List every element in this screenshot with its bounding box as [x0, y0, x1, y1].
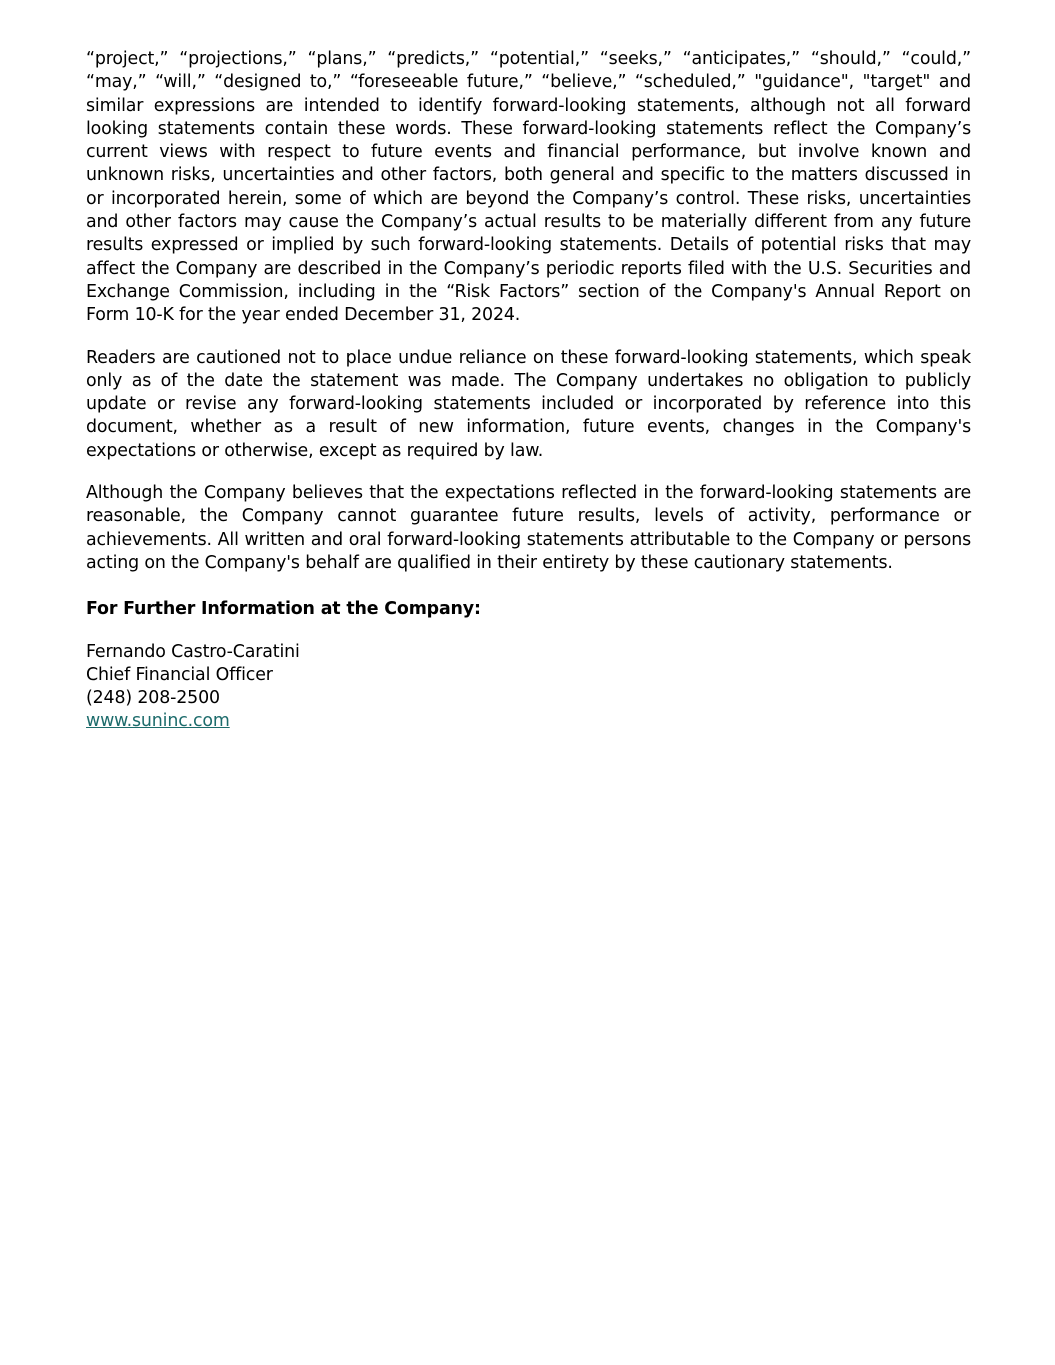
contact-phone: (248) 208-2500	[86, 688, 220, 709]
document-page	[86, 48, 971, 734]
contact-heading: For Further Information at the Company:	[86, 599, 481, 620]
contact-block	[86, 641, 971, 734]
contact-title: Chief Financial Officer	[86, 664, 273, 685]
forward-looking-paragraph-3: Although the Company believes that the expectations reflected in the forward-looking statements are reasonable, the Company cannot guarantee future results, levels of activity, performance or achievements. All written and oral forward-looking statements attributable to the Company or persons acting on the Company's behalf are qualified in their entirety by these cautionary statements.	[86, 483, 971, 573]
website-link[interactable]: www.suninc.com	[86, 711, 230, 732]
forward-looking-paragraph-1: “project,” “projections,” “plans,” “predicts,” “potential,” “seeks,” “anticipates,” “should,” “could,” “may,” “will,” “designed to,” “foreseeable future,” “believe,” “scheduled,” "guidance", "target" and similar expressions are intended to identify forward-looking statements, although not all forward looking statements contain these words. These forward-looking statements reflect the Company’s current views with respect to future events and financial performance, but involve known and unknown risks, uncertainties and other factors, both general and specific to the matters discussed in or incorporated herein, some of which are beyond the Company’s control. These risks, uncertainties and other factors may cause the Company’s actual results to be materially different from any future results expressed or implied by such forward-looking statements. Details of potential risks that may affect the Company are described in the Company’s periodic reports filed with the U.S. Securities and Exchange Commission, including in the “Risk Factors” section of the Company's Annual Report on Form 10-K for the year ended December 31, 2024.	[86, 49, 971, 326]
contact-name: Fernando Castro-Caratini	[86, 641, 300, 662]
forward-looking-paragraph-2: Readers are cautioned not to place undue reliance on these forward-looking statements, which speak only as of the date the statement was made. The Company undertakes no obligation to publicly update or revise any forward-looking statements included or incorporated by reference into this document, whether as a result of new information, future events, changes in the Company's expectations or otherwise, except as required by law.	[86, 347, 971, 461]
